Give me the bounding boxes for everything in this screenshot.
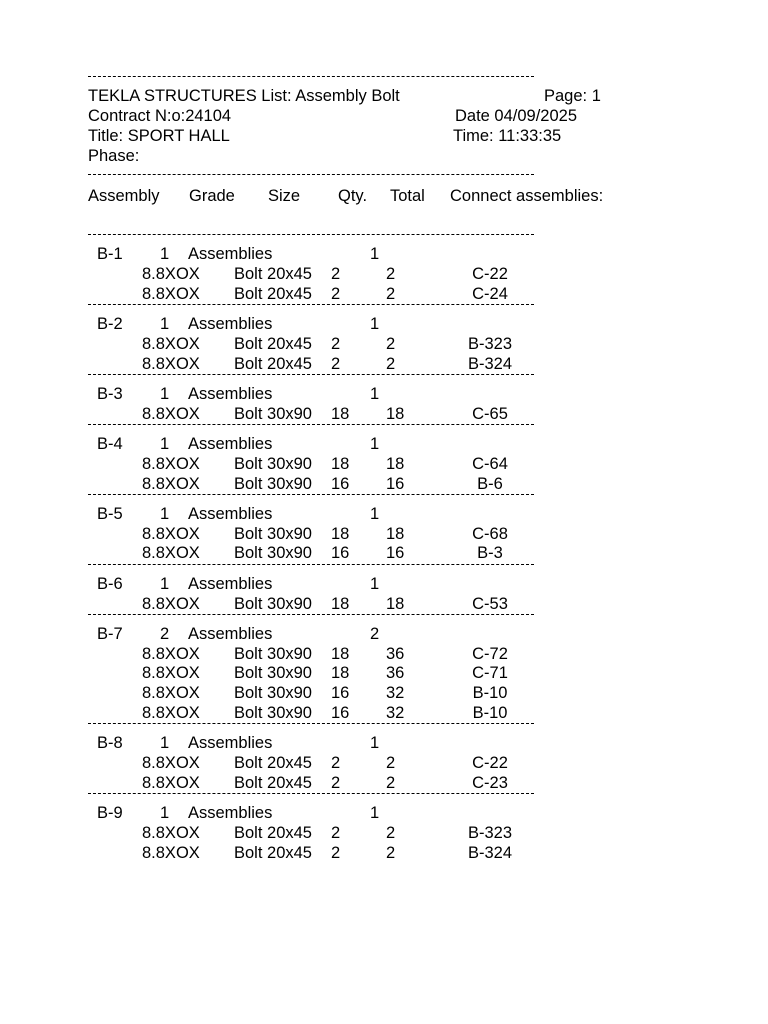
bolt-size: Bolt 30x90 bbox=[234, 644, 312, 663]
group-assembly-name: B-8 bbox=[97, 734, 123, 753]
group-assembly-name: B-2 bbox=[97, 314, 123, 333]
separator-rule bbox=[88, 234, 534, 235]
bolt-total: 32 bbox=[386, 704, 405, 722]
bolt-size: Bolt 20x45 bbox=[234, 754, 312, 773]
bolt-total: 16 bbox=[386, 544, 405, 563]
bolt-total: 2 bbox=[386, 843, 396, 862]
bolt-size: Bolt 30x90 bbox=[234, 664, 312, 683]
contract-number: Contract N:o:24104 bbox=[88, 107, 232, 125]
connect-assembly: B-10 bbox=[472, 704, 508, 722]
report-time: Time: 11:33:35 bbox=[453, 127, 562, 145]
bolt-grade: 8.8XOX bbox=[142, 644, 200, 663]
group-assembly-total: 2 bbox=[370, 624, 380, 643]
group-assembly-count: 1 bbox=[160, 804, 170, 823]
group-assembly-name: B-4 bbox=[97, 434, 123, 453]
bolt-grade: 8.8XOX bbox=[142, 843, 200, 862]
page-number: Page: 1 bbox=[544, 87, 601, 105]
group-assemblies-label: Assemblies bbox=[188, 245, 273, 263]
bolt-total: 2 bbox=[386, 334, 396, 353]
connect-assembly: C-22 bbox=[472, 264, 508, 283]
group-assembly-total: 1 bbox=[370, 245, 380, 263]
bolt-qty: 18 bbox=[331, 404, 350, 423]
bolt-grade: 8.8XOX bbox=[142, 773, 200, 792]
group-assembly-count: 2 bbox=[160, 624, 170, 643]
bolt-size: Bolt 20x45 bbox=[234, 354, 312, 373]
bolt-size: Bolt 30x90 bbox=[234, 404, 312, 423]
connect-assembly: C-72 bbox=[472, 644, 508, 663]
separator-rule bbox=[88, 723, 534, 724]
column-header-total: Total bbox=[390, 187, 425, 205]
bolt-size: Bolt 30x90 bbox=[234, 594, 312, 613]
column-header-assembly: Assembly bbox=[88, 187, 160, 205]
connect-assembly: C-64 bbox=[472, 454, 508, 473]
group-assembly-name: B-9 bbox=[97, 804, 123, 823]
connect-assembly: C-65 bbox=[472, 404, 508, 423]
bolt-grade: 8.8XOX bbox=[142, 284, 200, 303]
bolt-total: 36 bbox=[386, 644, 405, 663]
column-header-qty: Qty. bbox=[338, 187, 368, 205]
column-header-connect: Connect assemblies: bbox=[450, 187, 604, 205]
separator-rule bbox=[88, 793, 534, 794]
bolt-grade: 8.8XOX bbox=[142, 454, 200, 473]
group-assembly-name: B-7 bbox=[97, 624, 123, 643]
connect-assembly: C-53 bbox=[472, 594, 508, 613]
bolt-total: 2 bbox=[386, 773, 396, 792]
bolt-grade: 8.8XOX bbox=[142, 354, 200, 373]
connect-assembly: B-3 bbox=[477, 544, 503, 563]
group-assemblies-label: Assemblies bbox=[188, 734, 273, 753]
group-assemblies-label: Assemblies bbox=[188, 434, 273, 453]
connect-assembly: B-324 bbox=[467, 843, 513, 862]
bolt-total: 36 bbox=[386, 664, 405, 683]
bolt-qty: 16 bbox=[331, 704, 350, 722]
connect-assembly: C-23 bbox=[472, 773, 508, 792]
bolt-size: Bolt 20x45 bbox=[234, 843, 312, 862]
bolt-qty: 2 bbox=[331, 843, 341, 862]
connect-assembly: B-6 bbox=[477, 474, 503, 493]
bolt-qty: 2 bbox=[331, 824, 341, 842]
bolt-grade: 8.8XOX bbox=[142, 544, 200, 563]
header-top-rule bbox=[88, 76, 534, 77]
group-assembly-count: 1 bbox=[160, 574, 170, 593]
bolt-grade: 8.8XOX bbox=[142, 704, 200, 722]
bolt-grade: 8.8XOX bbox=[142, 594, 200, 613]
connect-assembly: C-24 bbox=[472, 284, 508, 303]
group-assembly-total: 1 bbox=[370, 434, 380, 453]
bolt-size: Bolt 20x45 bbox=[234, 284, 312, 303]
bolt-qty: 2 bbox=[331, 284, 341, 303]
report-date: Date 04/09/2025 bbox=[455, 107, 578, 125]
bolt-qty: 2 bbox=[331, 334, 341, 353]
bolt-grade: 8.8XOX bbox=[142, 524, 200, 543]
bolt-size: Bolt 20x45 bbox=[234, 773, 312, 792]
bolt-size: Bolt 30x90 bbox=[234, 704, 312, 722]
bolt-qty: 2 bbox=[331, 354, 341, 373]
group-assembly-count: 1 bbox=[160, 504, 170, 523]
bolt-qty: 2 bbox=[331, 754, 341, 773]
bolt-size: Bolt 20x45 bbox=[234, 334, 312, 353]
bolt-total: 2 bbox=[386, 824, 396, 842]
header-bottom-rule bbox=[88, 174, 534, 175]
group-assemblies-label: Assemblies bbox=[188, 314, 273, 333]
group-assembly-total: 1 bbox=[370, 804, 380, 823]
group-assembly-name: B-3 bbox=[97, 384, 123, 403]
separator-rule bbox=[88, 424, 534, 425]
group-assembly-total: 1 bbox=[370, 734, 380, 753]
bolt-size: Bolt 30x90 bbox=[234, 684, 312, 703]
connect-assembly: B-323 bbox=[467, 334, 513, 353]
report-title: TEKLA STRUCTURES List: Assembly Bolt bbox=[88, 87, 400, 105]
group-assembly-name: B-5 bbox=[97, 504, 123, 523]
bolt-grade: 8.8XOX bbox=[142, 824, 200, 842]
group-assembly-total: 1 bbox=[370, 384, 380, 403]
group-assembly-total: 1 bbox=[370, 314, 380, 333]
bolt-qty: 16 bbox=[331, 544, 350, 563]
bolt-size: Bolt 30x90 bbox=[234, 474, 312, 493]
group-assembly-total: 1 bbox=[370, 504, 380, 523]
connect-assembly: C-71 bbox=[472, 664, 508, 683]
bolt-qty: 18 bbox=[331, 454, 350, 473]
project-title: Title: SPORT HALL bbox=[88, 127, 230, 145]
bolt-qty: 18 bbox=[331, 524, 350, 543]
bolt-qty: 18 bbox=[331, 594, 350, 613]
bolt-grade: 8.8XOX bbox=[142, 664, 200, 683]
group-assembly-name: B-1 bbox=[97, 245, 123, 263]
group-assembly-count: 1 bbox=[160, 734, 170, 753]
bolt-grade: 8.8XOX bbox=[142, 334, 200, 353]
group-assemblies-label: Assemblies bbox=[188, 804, 273, 823]
bolt-total: 18 bbox=[386, 454, 405, 473]
bolt-grade: 8.8XOX bbox=[142, 404, 200, 423]
column-header-size: Size bbox=[268, 187, 301, 205]
column-header-grade: Grade bbox=[189, 187, 235, 205]
separator-rule bbox=[88, 304, 534, 305]
group-assembly-count: 1 bbox=[160, 245, 170, 263]
group-assemblies-label: Assemblies bbox=[188, 504, 273, 523]
bolt-total: 16 bbox=[386, 474, 405, 493]
bolt-grade: 8.8XOX bbox=[142, 684, 200, 703]
bolt-size: Bolt 20x45 bbox=[234, 824, 312, 842]
bolt-qty: 16 bbox=[331, 474, 350, 493]
connect-assembly: B-10 bbox=[472, 684, 508, 703]
connect-assembly: C-68 bbox=[472, 524, 508, 543]
group-assembly-count: 1 bbox=[160, 314, 170, 333]
connect-assembly: C-22 bbox=[472, 754, 508, 773]
bolt-total: 18 bbox=[386, 404, 405, 423]
group-assembly-count: 1 bbox=[160, 434, 170, 453]
bolt-grade: 8.8XOX bbox=[142, 754, 200, 773]
bolt-grade: 8.8XOX bbox=[142, 474, 200, 493]
group-assemblies-label: Assemblies bbox=[188, 384, 273, 403]
bolt-total: 18 bbox=[386, 524, 405, 543]
bolt-size: Bolt 30x90 bbox=[234, 544, 312, 563]
group-assembly-total: 1 bbox=[370, 574, 380, 593]
bolt-size: Bolt 20x45 bbox=[234, 264, 312, 283]
bolt-total: 2 bbox=[386, 264, 396, 283]
bolt-size: Bolt 30x90 bbox=[234, 524, 312, 543]
connect-assembly: B-324 bbox=[467, 354, 513, 373]
bolt-total: 2 bbox=[386, 284, 396, 303]
group-assembly-name: B-6 bbox=[97, 574, 123, 593]
bolt-total: 2 bbox=[386, 354, 396, 373]
separator-rule bbox=[88, 494, 534, 495]
bolt-total: 2 bbox=[386, 754, 396, 773]
phase-label: Phase: bbox=[88, 147, 140, 165]
group-assemblies-label: Assemblies bbox=[188, 574, 273, 593]
connect-assembly: B-323 bbox=[467, 824, 513, 842]
bolt-qty: 18 bbox=[331, 644, 350, 663]
bolt-qty: 2 bbox=[331, 264, 341, 283]
bolt-grade: 8.8XOX bbox=[142, 264, 200, 283]
bolt-qty: 18 bbox=[331, 664, 350, 683]
separator-rule bbox=[88, 614, 534, 615]
bolt-qty: 2 bbox=[331, 773, 341, 792]
bolt-size: Bolt 30x90 bbox=[234, 454, 312, 473]
bolt-qty: 16 bbox=[331, 684, 350, 703]
group-assemblies-label: Assemblies bbox=[188, 624, 273, 643]
bolt-total: 18 bbox=[386, 594, 405, 613]
group-assembly-count: 1 bbox=[160, 384, 170, 403]
bolt-total: 32 bbox=[386, 684, 405, 703]
separator-rule bbox=[88, 374, 534, 375]
separator-rule bbox=[88, 564, 534, 565]
